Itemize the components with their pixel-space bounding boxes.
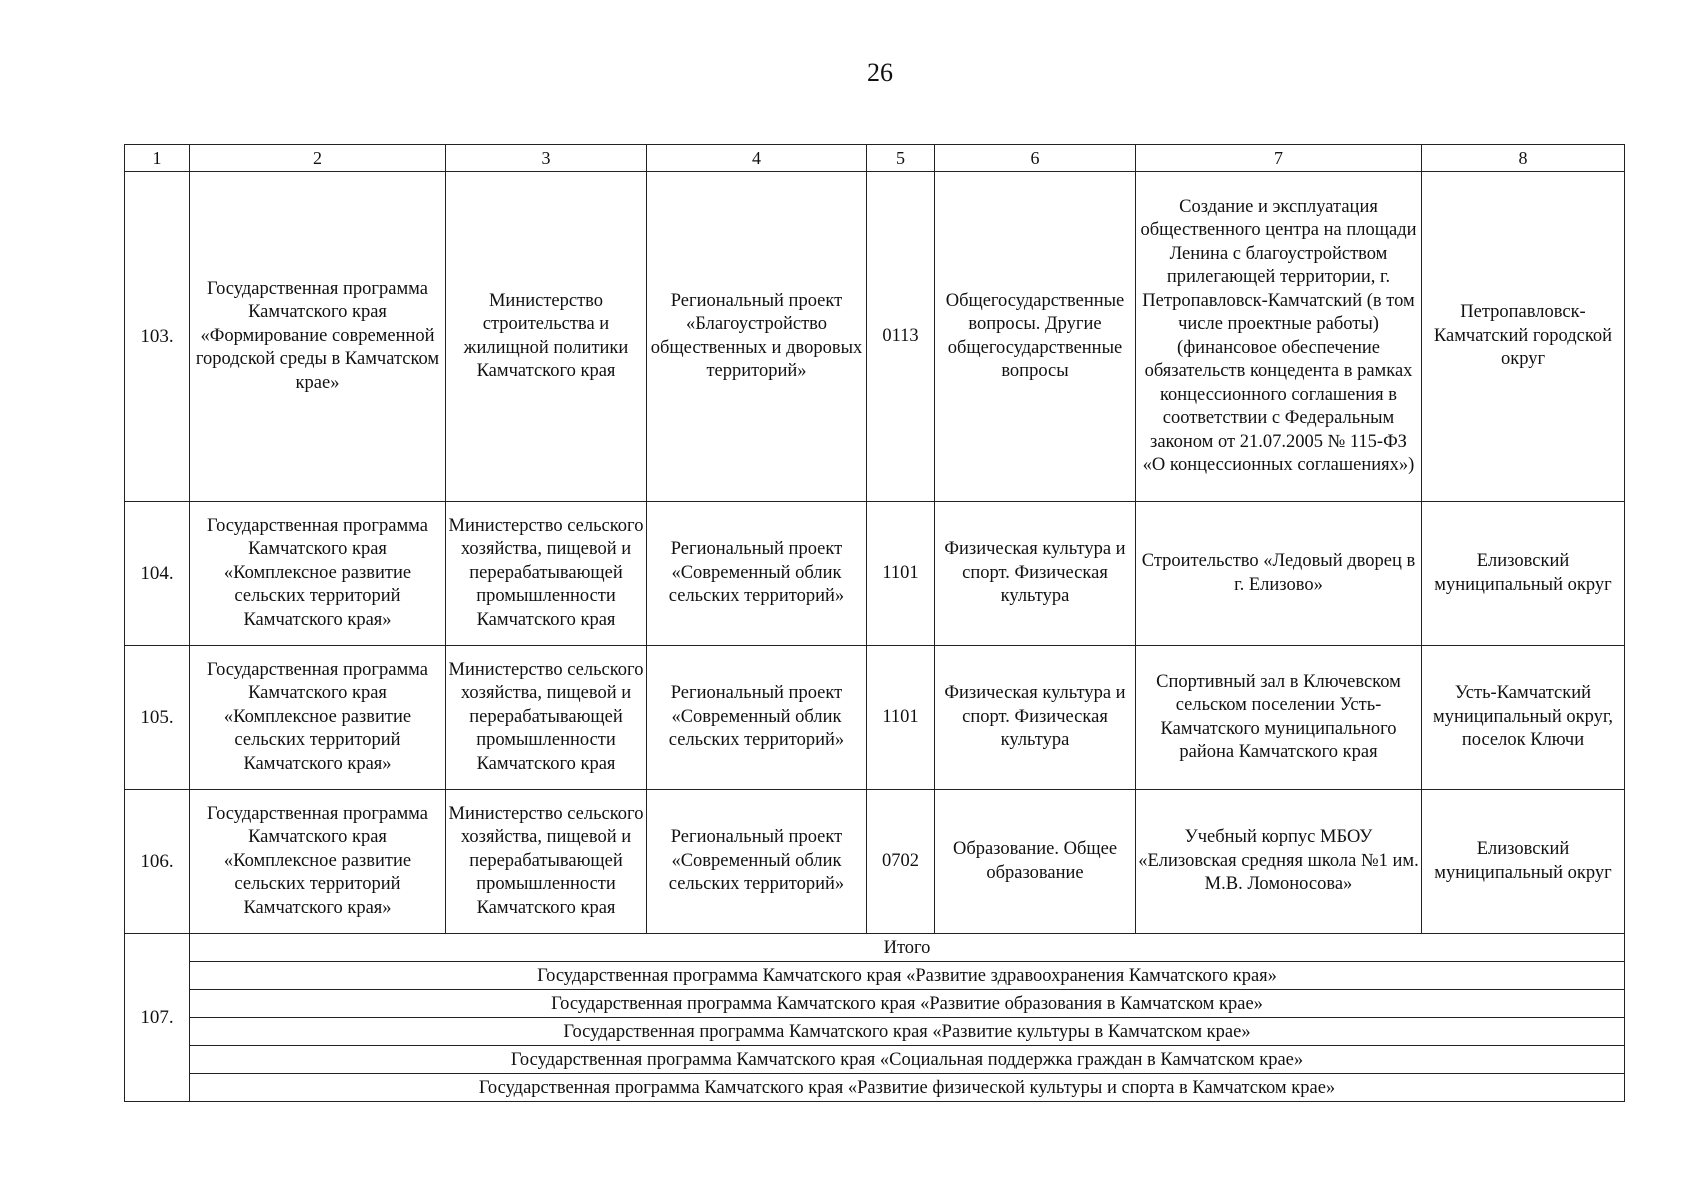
row-number: 107. [125, 934, 190, 1102]
table-row [125, 646, 1625, 790]
section-cell: Образование. Общее образование [935, 790, 1136, 934]
object-cell: Строительство «Ледовый дворец в г. Елизово» [1136, 502, 1422, 646]
code-cell: 0113 [867, 172, 935, 502]
total-program-row [125, 990, 1625, 1018]
section-cell: Физическая культура и спорт. Физическая культура [935, 646, 1136, 790]
ministry-cell: Министерство сельского хозяйства, пищевой и перерабатывающей промышленности Камчатского края [446, 790, 647, 934]
code-cell: 1101 [867, 646, 935, 790]
row-number: 104. [125, 502, 190, 646]
column-header: 6 [935, 145, 1136, 172]
column-header: 1 [125, 145, 190, 172]
ministry-cell: Министерство строительства и жилищной политики Камчатского края [446, 172, 647, 502]
row-number: 106. [125, 790, 190, 934]
total-program-cell: Государственная программа Камчатского края «Развитие физической культуры и спорта в Камчатском крае» [190, 1074, 1625, 1102]
section-cell: Общегосударственные вопросы. Другие общегосударственные вопросы [935, 172, 1136, 502]
total-label: Итого [190, 934, 1625, 962]
program-cell: Государственная программа Камчатского края «Комплексное развитие сельских территорий Камчатского края» [190, 646, 446, 790]
total-program-cell: Государственная программа Камчатского края «Социальная поддержка граждан в Камчатском крае» [190, 1046, 1625, 1074]
project-cell: Региональный проект «Благоустройство общественных и дворовых территорий» [647, 172, 867, 502]
page-number: 26 [867, 58, 893, 87]
code-cell: 0702 [867, 790, 935, 934]
column-number-row [125, 145, 1625, 172]
municipality-cell: Петропавловск-Камчатский городской округ [1422, 172, 1625, 502]
municipality-cell: Елизовский муниципальный округ [1422, 790, 1625, 934]
municipality-cell: Усть-Камчатский муниципальный округ, поселок Ключи [1422, 646, 1625, 790]
column-header: 8 [1422, 145, 1625, 172]
total-program-cell: Государственная программа Камчатского края «Развитие культуры в Камчатском крае» [190, 1018, 1625, 1046]
section-cell: Физическая культура и спорт. Физическая культура [935, 502, 1136, 646]
total-program-row [125, 962, 1625, 990]
project-cell: Региональный проект «Современный облик сельских территорий» [647, 646, 867, 790]
municipality-cell: Елизовский муниципальный округ [1422, 502, 1625, 646]
column-header: 4 [647, 145, 867, 172]
object-cell: Спортивный зал в Ключевском сельском поселении Усть-Камчатского муниципального района Камчатского края [1136, 646, 1422, 790]
ministry-cell: Министерство сельского хозяйства, пищевой и перерабатывающей промышленности Камчатского края [446, 646, 647, 790]
table-row [125, 790, 1625, 934]
total-program-row [125, 1046, 1625, 1074]
objects-table [124, 144, 1625, 1102]
ministry-cell: Министерство сельского хозяйства, пищевой и перерабатывающей промышленности Камчатского края [446, 502, 647, 646]
program-cell: Государственная программа Камчатского края «Формирование современной городской среды в Камчатском крае» [190, 172, 446, 502]
column-header: 5 [867, 145, 935, 172]
program-cell: Государственная программа Камчатского края «Комплексное развитие сельских территорий Камчатского края» [190, 502, 446, 646]
object-cell: Создание и эксплуатация общественного центра на площади Ленина с благоустройством прилегающей территории, г. Петропавловск-Камчатский (в том числе проектные работы) (финансовое обеспечение обязательств концедента в рамках концессионного соглашения в соответствии с Федеральным законом от 21.07.2005 № 115-ФЗ «О концессионных соглашениях») [1136, 172, 1422, 502]
column-header: 7 [1136, 145, 1422, 172]
code-cell: 1101 [867, 502, 935, 646]
total-program-row [125, 1018, 1625, 1046]
table-row [125, 172, 1625, 502]
total-program-cell: Государственная программа Камчатского края «Развитие образования в Камчатском крае» [190, 990, 1625, 1018]
total-row [125, 934, 1625, 962]
object-cell: Учебный корпус МБОУ «Елизовская средняя школа №1 им. М.В. Ломоносова» [1136, 790, 1422, 934]
column-header: 3 [446, 145, 647, 172]
project-cell: Региональный проект «Современный облик сельских территорий» [647, 502, 867, 646]
project-cell: Региональный проект «Современный облик сельских территорий» [647, 790, 867, 934]
row-number: 105. [125, 646, 190, 790]
program-cell: Государственная программа Камчатского края «Комплексное развитие сельских территорий Камчатского края» [190, 790, 446, 934]
column-header: 2 [190, 145, 446, 172]
row-number: 103. [125, 172, 190, 502]
total-program-row [125, 1074, 1625, 1102]
table-row [125, 502, 1625, 646]
total-program-cell: Государственная программа Камчатского края «Развитие здравоохранения Камчатского края» [190, 962, 1625, 990]
